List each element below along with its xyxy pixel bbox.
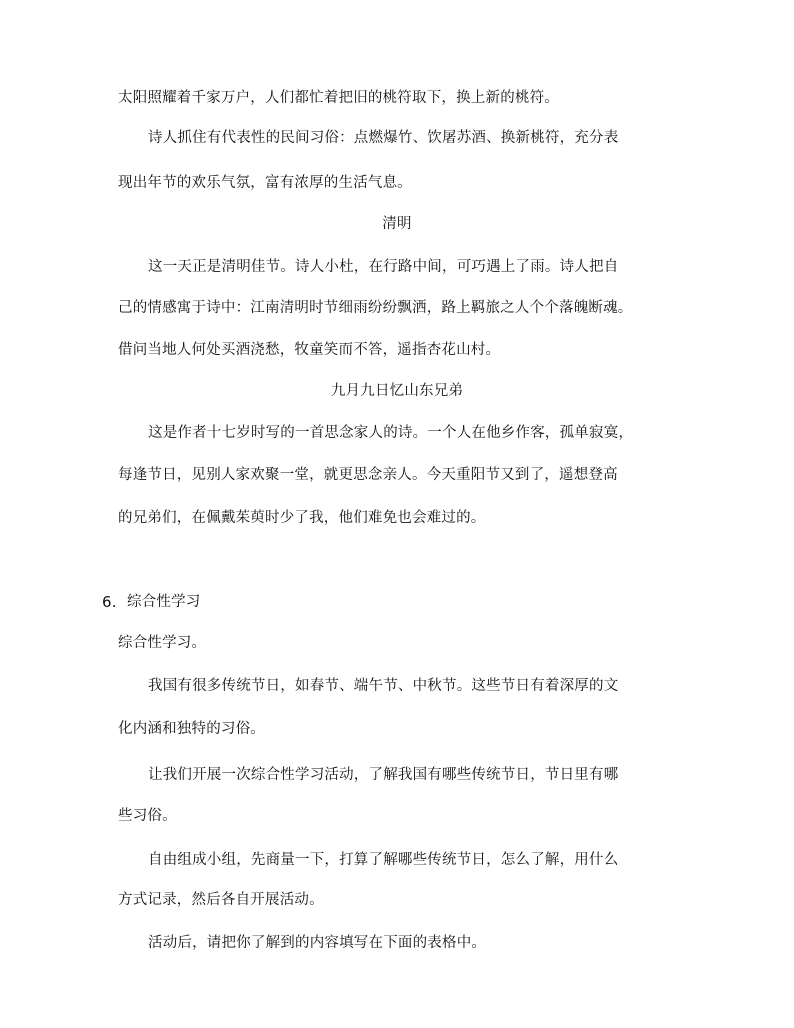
section-number: 6. [102,593,117,611]
paragraph-line: 借问当地人何处买酒浇愁，牧童笑而不答，遥指杏花山村。 [118,342,501,358]
paragraph-line: 些习俗。 [118,808,177,824]
paragraph-line: 我国有很多传统节日，如春节、端午节、中秋节。这些节日有着深厚的文 [148,678,619,694]
paragraph-line: 化内涵和独特的习俗。 [118,721,265,737]
paragraph-line: 每逢节日，见别人家欢聚一堂，就更思念亲人。今天重阳节又到了，遥想登高 [118,467,618,483]
paragraph-line: 方式记录，然后各自开展活动。 [118,892,324,908]
poem-title-qingming: 清明 [382,216,412,232]
paragraph-line: 这是作者十七岁时写的一首思念家人的诗。一个人在他乡作客，孤单寂寞， [148,425,634,441]
paragraph-line: 让我们开展一次综合性学习活动，了解我国有哪些传统节日，节日里有哪 [148,767,619,783]
paragraph-line: 自由组成小组，先商量一下，打算了解哪些传统节日，怎么了解，用什么 [148,852,619,868]
poem-title-jiuyue: 九月九日忆山东兄弟 [330,383,464,399]
paragraph-line: 诗人抓住有代表性的民间习俗：点燃爆竹、饮屠苏酒、换新桃符，充分表 [148,130,619,146]
paragraph-line: 己的情感寓于诗中：江南清明时节细雨纷纷飘洒，路上羁旅之人个个落魄断魂。 [118,300,633,316]
paragraph-line: 太阳照耀着千家万户，人们都忙着把旧的桃符取下，换上新的桃符。 [118,90,559,106]
section-title: 综合性学习 [127,594,201,610]
paragraph-line: 现出年节的欢乐气氛，富有浓厚的生活气息。 [118,175,412,191]
paragraph-line: 活动后，请把你了解到的内容填写在下面的表格中。 [148,935,487,951]
paragraph-line: 的兄弟们，在佩戴茱萸时少了我，他们难免也会难过的。 [118,510,486,526]
paragraph-line: 综合性学习。 [118,635,207,651]
paragraph-line: 这一天正是清明佳节。诗人小杜，在行路中间，可巧遇上了雨。诗人把自 [148,259,619,275]
